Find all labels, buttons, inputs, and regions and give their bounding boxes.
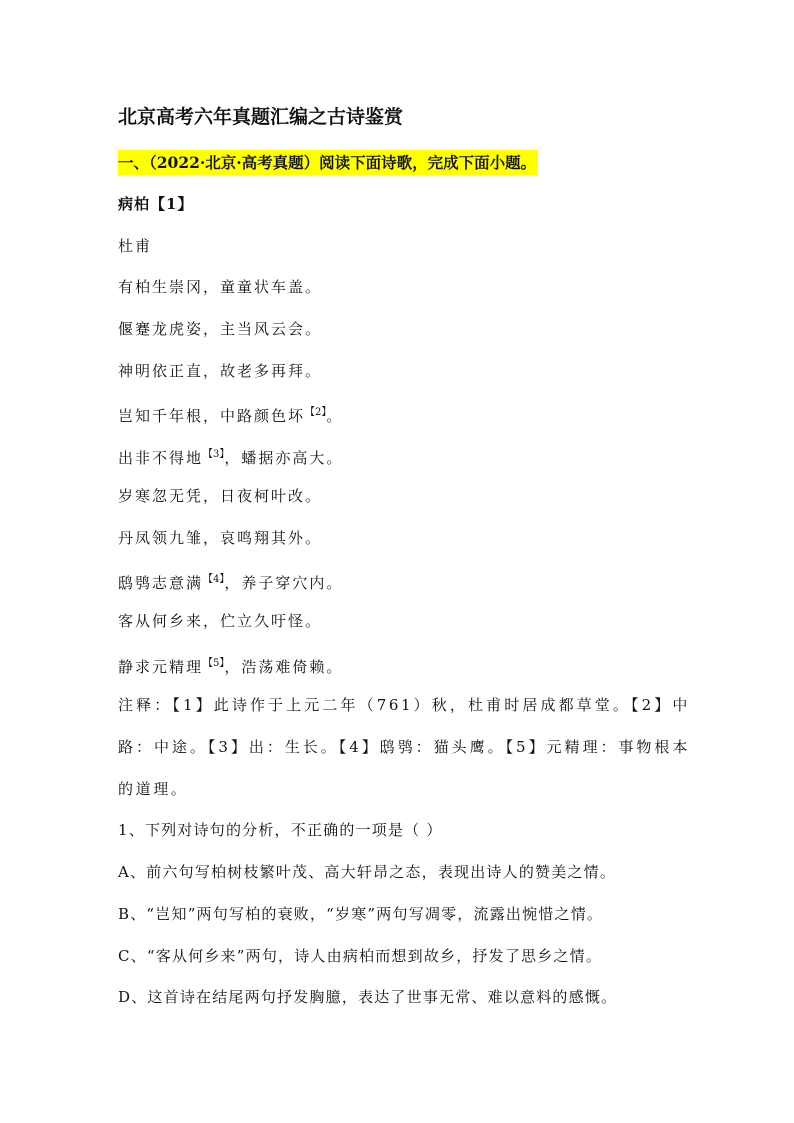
poem-line-1: 有柏生崇冈，童童状车盖。 xyxy=(118,278,323,297)
footnote-marker-2: 【2】 xyxy=(305,407,327,419)
poem-title xyxy=(118,184,698,226)
poem-line-6: 岁寒忽无凭，日夜柯叶改。 xyxy=(118,486,323,505)
option-c: C、“客从何乡来”两句，诗人由病柏而想到故乡，抒发了思乡之情。 xyxy=(118,946,603,965)
poem-line-4: 岂知千年根，中路颜色坏$^{【2】}$。 xyxy=(118,407,344,426)
option-b: B、“岂知”两句写柏的衰败，“岁寒”两句写凋零，流露出惋惜之情。 xyxy=(118,904,604,923)
annotation-paragraph: 注释：【1】此诗作于上元二年（761）秋，杜甫时居成都草堂。【2】中路：中途。【3】出：生长。【4】鸱鸮：猫头鹰。【5】元精理：事物根本的道理。 xyxy=(118,696,690,799)
poem-line-7: 丹凤领九雏，哀鸣翔其外。 xyxy=(118,528,323,547)
poem-line-3: 神明依正直，故老多再拜。 xyxy=(118,361,323,380)
option-a: A、前六句写柏树枝繁叶茂、高大轩昂之态，表现出诗人的赞美之情。 xyxy=(118,863,617,882)
poem-line-9: 客从何乡来，伫立久吁怪。 xyxy=(118,611,323,630)
option-d: D、这首诗在结尾两句抒发胸臆，表达了世事无常、难以意料的感慨。 xyxy=(118,988,618,1007)
section-heading xyxy=(118,150,698,176)
poem-line-5: 出非不得地$^{【3】}$，蟠据亦高大。 xyxy=(118,449,344,468)
poem-title-note: 【1】 xyxy=(150,195,194,213)
poem-title-text: 病柏 xyxy=(118,195,151,213)
document-title: 北京高考六年真题汇编之古诗鉴赏 xyxy=(118,106,404,128)
document-page xyxy=(118,104,698,1019)
footnote-marker-4: 【4】 xyxy=(203,574,225,586)
highlighted-heading-text: 一、（2022·北京·高考真题）阅读下面诗歌，完成下面小题。 xyxy=(118,150,538,175)
poem-line-8: 鸱鸮志意满$^{【4】}$，养子穿穴内。 xyxy=(118,574,344,593)
poem-line-2: 偃蹇龙虎姿，主当风云会。 xyxy=(118,320,323,339)
question-stem: 1、下列对诗句的分析，不正确的一项是（ ） xyxy=(118,821,443,840)
poem-author: 杜甫 xyxy=(118,236,153,255)
footnote-marker-5: 【5】 xyxy=(203,657,225,669)
footnote-marker-3: 【3】 xyxy=(203,449,225,461)
poem-line-10: 静求元精理$^{【5】}$，浩荡难倚赖。 xyxy=(118,657,344,676)
